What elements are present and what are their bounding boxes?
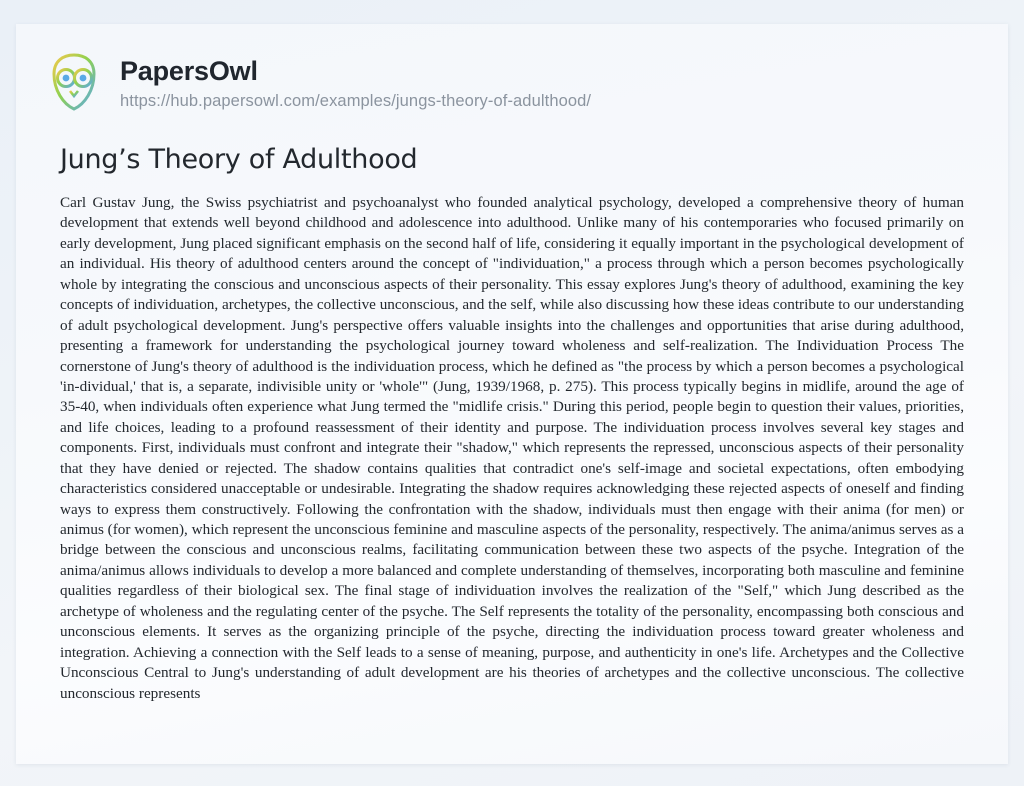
document-sheet (16, 24, 1008, 764)
page-url: https://hub.papersowl.com/examples/jungs-theory-of-adulthood/ (120, 91, 592, 110)
page-title: Jung’s Theory of Adulthood (60, 144, 418, 175)
owl-logo-icon (42, 50, 106, 114)
brand-name: PapersOwl (120, 56, 258, 87)
article-content (16, 114, 1008, 704)
article-body: Carl Gustav Jung, the Swiss psychiatrist and psychoanalyst who founded analytical psychology, developed a comprehensive theory of human development that extends well beyond childhood and adolescence into adulthood. Unlike many of his contemporaries who focused primarily on early development, Jung placed significant emphasis on the second half of life, considering it equally important in the psychological development of an individual. His theory of adulthood centers around the concept of "individuation," a process through which a person becomes psychologically whole by integrating the conscious and unconscious aspects of their personality. This essay explores Jung's theory of adulthood, examining the key concepts of individuation, archetypes, the collective unconscious, and the self, while also discussing how these ideas contribute to our understanding of adult psychological development. Jung's perspective offers valuable insights into the challenges and opportunities that arise during adulthood, presenting a framework for understanding the psychological journey toward wholeness and self-realization. The Individuation Process The cornerstone of Jung's theory of adulthood is the individuation process, which he defined as "the process by which a person becomes a psychological 'in-dividual,' that is, a separate, indivisible unity or 'whole'" (Jung, 1939/1968, p. 275). This process typically begins in midlife, around the age of 35-40, when individuals often experience what Jung termed the "midlife crisis." During this period, people begin to question their values, priorities, and life choices, leading to a profound reassessment of their identity and purpose. The individuation process involves several key stages and components. First, individuals must confront and integrate their "shadow," which represents the repressed, unconscious aspects of their personality that they have denied or rejected. The shadow contains qualities that contradict one's self-image and societal expectations, often embodying characteristics considered unacceptable or undesirable. Integrating the shadow requires acknowledging these rejected aspects of oneself and finding ways to express them constructively. Following the confrontation with the shadow, individuals must then engage with their anima (for men) or animus (for women), which represent the unconscious feminine and masculine aspects of the personality, respectively. The anima/animus serves as a bridge between the conscious and unconscious realms, facilitating communication between these two aspects of the psyche. Integration of the anima/animus allows individuals to develop a more balanced and complete understanding of themselves, incorporating both masculine and feminine qualities regardless of their biological sex. The final stage of individuation involves the realization of the "Self," which Jung described as the archetype of wholeness and the regulating center of the psyche. The Self represents the totality of the personality, encompassing both conscious and unconscious elements. It serves as the organizing principle of the psyche, directing the individuation process toward greater wholeness and integration. Achieving a connection with the Self leads to a sense of meaning, purpose, and authenticity in one's life. Archetypes and the Collective Unconscious Central to Jung's understanding of adult development are his theories of archetypes and the collective unconscious. The collective unconscious represents (60, 194, 964, 702)
brand-block (120, 53, 591, 110)
site-header (16, 24, 1008, 114)
